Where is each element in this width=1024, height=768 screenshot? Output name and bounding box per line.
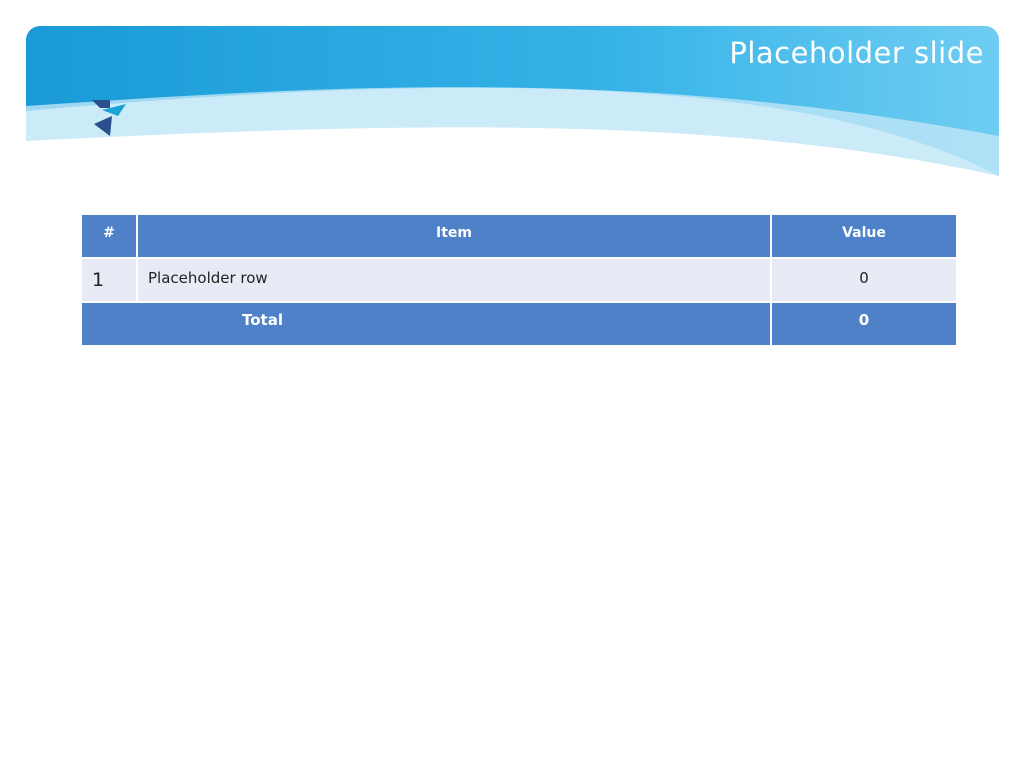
airport-logo-icon <box>88 94 132 140</box>
row-name: Placeholder row <box>137 258 771 302</box>
airport-logo <box>88 94 268 140</box>
column-header-name: Item <box>137 214 771 258</box>
table-row <box>81 258 957 302</box>
investment-table <box>80 213 958 347</box>
row-number: 1 <box>81 258 137 302</box>
table-header-row <box>81 214 957 258</box>
total-value: 0 <box>771 302 957 346</box>
table-total-row <box>81 302 957 346</box>
column-header-number: # <box>81 214 137 258</box>
row-value: 0 <box>771 258 957 302</box>
slide-title: Placeholder slide <box>729 36 984 70</box>
column-header-plan: Value <box>771 214 957 258</box>
total-label: Total <box>81 302 771 346</box>
